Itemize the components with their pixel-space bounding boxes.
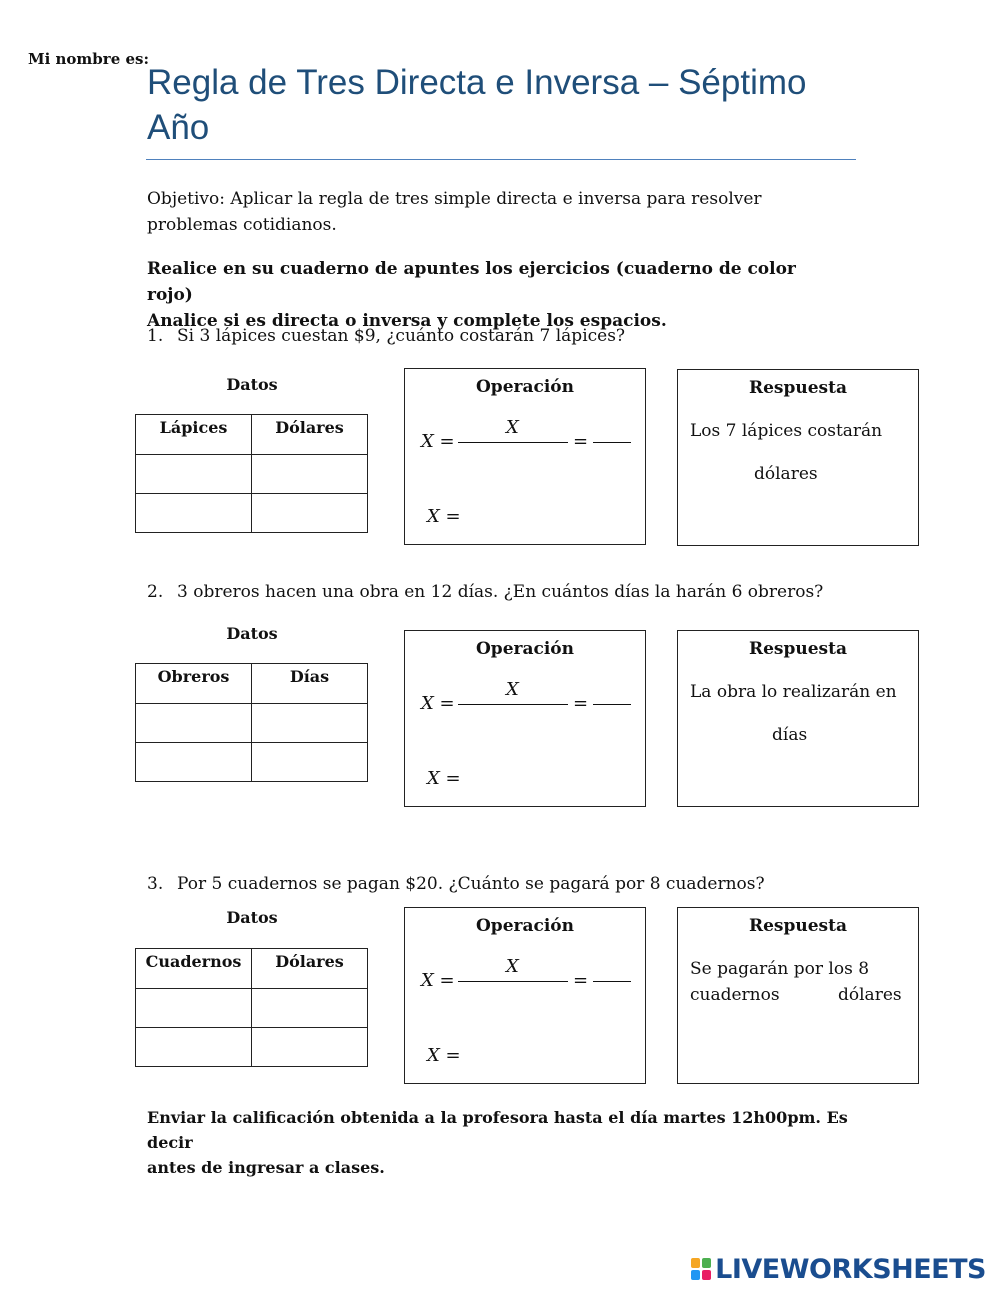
x-equals: X =	[421, 693, 455, 714]
x-numerator: X	[506, 956, 519, 977]
column-header: Lápices	[136, 415, 252, 455]
x-result: X =	[427, 506, 461, 527]
operation-box-1	[404, 368, 646, 545]
title-line-2: Año	[147, 108, 210, 147]
table-cell[interactable]	[136, 989, 252, 1028]
column-header: Dólares	[252, 949, 368, 989]
answer-unit: dólares	[838, 985, 902, 1005]
footer-line-2: antes de ingresar a clases.	[147, 1158, 385, 1177]
table-cell[interactable]	[136, 743, 252, 782]
answer-title: Respuesta	[748, 639, 847, 659]
x-result: X =	[427, 1045, 461, 1066]
answer-title: Respuesta	[748, 916, 847, 936]
table-cell[interactable]	[252, 455, 368, 494]
question-text: Por 5 cuadernos se pagan $20. ¿Cuánto se pagará por 8 cuadernos?	[177, 874, 765, 894]
logo-blocks-icon	[690, 1257, 712, 1281]
page-title	[147, 60, 867, 150]
equals-sign: =	[573, 693, 589, 714]
fraction-line[interactable]	[458, 704, 568, 705]
question-text: Si 3 lápices cuestan $9, ¿cuánto costarán 7 lápices?	[177, 326, 626, 346]
name-label: Mi nombre es:	[28, 50, 149, 68]
answer-title: Respuesta	[748, 378, 847, 398]
operation-title: Operación	[476, 639, 574, 659]
answer-text-2: cuadernos	[690, 985, 780, 1005]
table-cell[interactable]	[136, 1028, 252, 1067]
operation-title: Operación	[476, 377, 574, 397]
instructions	[147, 256, 847, 334]
table-cell[interactable]	[136, 704, 252, 743]
operation-title: Operación	[476, 916, 574, 936]
operation-box-3	[404, 907, 646, 1084]
liveworksheets-logo	[690, 1254, 986, 1284]
answer-unit: días	[772, 725, 808, 745]
logo-block	[691, 1270, 700, 1280]
data-table-1	[135, 414, 368, 533]
table-cell[interactable]	[252, 989, 368, 1028]
x-numerator: X	[506, 679, 519, 700]
datos-label: Datos	[226, 624, 278, 643]
data-table-3	[135, 948, 368, 1067]
column-header: Dólares	[252, 415, 368, 455]
data-table-2	[135, 663, 368, 782]
answer-text: Se pagarán por los 8	[690, 959, 870, 979]
answer-text: La obra lo realizarán en	[690, 682, 897, 702]
x-result: X =	[427, 768, 461, 789]
table-cell[interactable]	[136, 494, 252, 533]
column-header: Cuadernos	[136, 949, 252, 989]
instructions-line-2: Analice si es directa o inversa y complete los espacios.	[147, 311, 667, 331]
table-cell[interactable]	[252, 1028, 368, 1067]
table-cell[interactable]	[252, 494, 368, 533]
objective-text: Objetivo: Aplicar la regla de tres simple directa e inversa para resolver problemas cotidianos.	[147, 189, 762, 235]
column-header: Obreros	[136, 664, 252, 704]
question-text: 3 obreros hacen una obra en 12 días. ¿En cuántos días la harán 6 obreros?	[177, 582, 824, 602]
equals-sign: =	[573, 970, 589, 991]
x-equals: X =	[421, 431, 455, 452]
fraction-line[interactable]	[593, 442, 631, 443]
answer-text: Los 7 lápices costarán	[690, 421, 883, 441]
fraction-line[interactable]	[458, 442, 568, 443]
column-header: Días	[252, 664, 368, 704]
logo-block	[691, 1258, 700, 1268]
fraction-line[interactable]	[458, 981, 568, 982]
datos-label: Datos	[226, 908, 278, 927]
question-number: 3.	[147, 874, 164, 894]
answer-box-2	[677, 630, 919, 807]
footer-note	[147, 1105, 867, 1180]
equals-sign: =	[573, 431, 589, 452]
instructions-line-1: Realice en su cuaderno de apuntes los ejercicios (cuaderno de color rojo)	[147, 259, 796, 305]
question-1	[147, 326, 625, 346]
question-3	[147, 874, 765, 894]
x-numerator: X	[506, 417, 519, 438]
question-number: 2.	[147, 582, 164, 602]
logo-text: LIVEWORKSHEETS	[715, 1253, 986, 1285]
x-equals: X =	[421, 970, 455, 991]
answer-unit: dólares	[754, 464, 818, 484]
table-cell[interactable]	[252, 743, 368, 782]
operation-box-2	[404, 630, 646, 807]
footer-line-1: Enviar la calificación obtenida a la profesora hasta el día martes 12h00pm. Es decir	[147, 1108, 848, 1152]
table-cell[interactable]	[252, 704, 368, 743]
answer-box-1	[677, 369, 919, 546]
title-divider	[146, 159, 856, 160]
question-2	[147, 582, 823, 602]
datos-label: Datos	[226, 375, 278, 394]
answer-box-3	[677, 907, 919, 1084]
logo-block	[702, 1270, 711, 1280]
table-cell[interactable]	[136, 455, 252, 494]
fraction-line[interactable]	[593, 981, 631, 982]
question-number: 1.	[147, 326, 164, 346]
fraction-line[interactable]	[593, 704, 631, 705]
logo-block	[702, 1258, 711, 1268]
title-line-1: Regla de Tres Directa e Inversa – Séptimo	[147, 63, 807, 102]
